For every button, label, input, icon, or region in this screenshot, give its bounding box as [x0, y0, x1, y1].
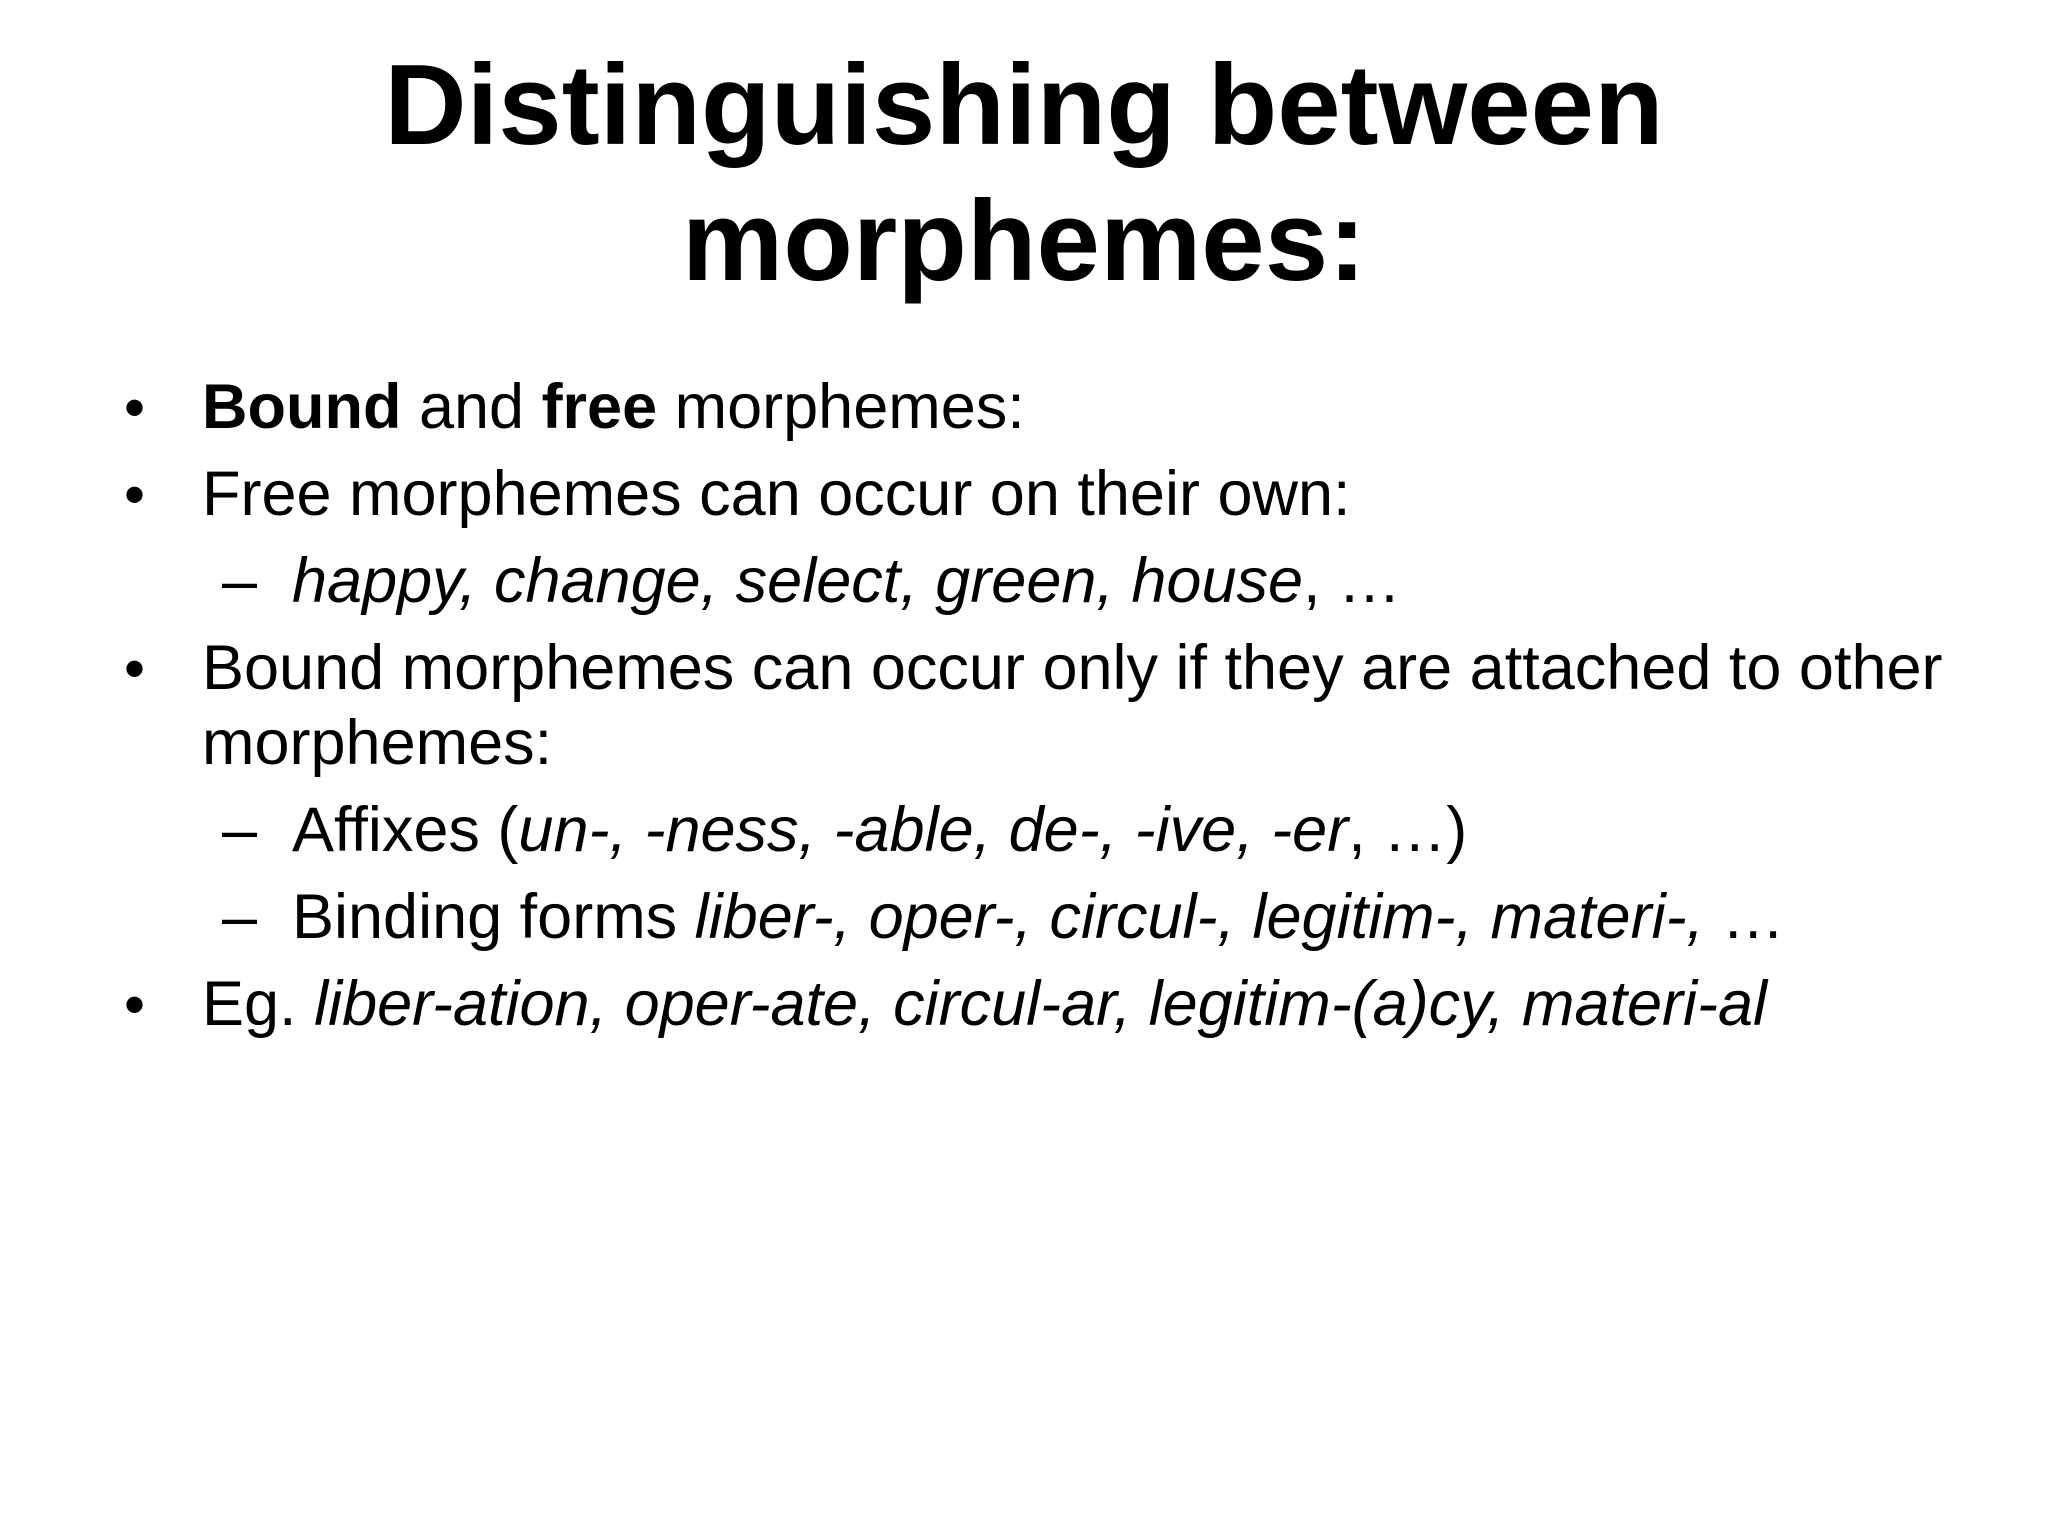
text-run-bold: Bound	[202, 372, 402, 442]
text-run-normal: Binding forms	[292, 882, 695, 952]
bullet-marker: •	[124, 374, 146, 441]
bullet-marker: •	[124, 461, 146, 528]
sub-bullet-item	[118, 880, 1998, 955]
text-run-normal: , …)	[1348, 795, 1468, 865]
text-run-normal: Affixes (	[292, 795, 519, 865]
bullet-text	[202, 459, 1351, 529]
text-run-italic: liber-, oper-, circul-, legitim-, materi-,	[694, 882, 1705, 952]
bullet-item	[118, 631, 1998, 781]
bullet-list	[118, 370, 1998, 1054]
dash-marker: –	[222, 795, 258, 865]
text-run-normal: morphemes:	[657, 372, 1025, 442]
dash-marker: –	[222, 882, 258, 952]
bullet-marker: •	[124, 635, 146, 702]
bullet-item	[118, 370, 1998, 445]
bullet-text	[292, 882, 1785, 952]
bullet-text	[292, 546, 1401, 616]
bullet-text	[292, 795, 1467, 865]
text-run-normal: Eg.	[202, 969, 315, 1039]
text-run-italic: happy, change, select, green, house	[292, 546, 1304, 616]
text-run-normal: and	[401, 372, 542, 442]
slide-title	[0, 38, 2048, 310]
text-run-bold: free	[541, 372, 658, 442]
text-run-normal: Bound morphemes can occur only if they are attached to other morphemes:	[202, 633, 1943, 778]
slide-title-line-2: morphemes:	[681, 178, 1367, 305]
bullet-marker: •	[124, 971, 146, 1038]
text-run-italic: un-, -ness, -able, de-, -ive, -er	[518, 795, 1349, 865]
bullet-item	[118, 457, 1998, 532]
text-run-italic: liber-ation, oper-ate, circul-ar, legitim-(a)cy, materi-al	[314, 969, 1768, 1039]
bullet-text	[202, 633, 1943, 778]
sub-bullet-item	[118, 544, 1998, 619]
bullet-text	[202, 969, 1767, 1039]
bullet-item	[118, 967, 1998, 1042]
text-run-normal: , …	[1303, 546, 1402, 616]
dash-marker: –	[222, 546, 258, 616]
text-run-normal: Free morphemes can occur on their own:	[202, 459, 1351, 529]
bullet-text	[202, 372, 1025, 442]
text-run-normal: …	[1704, 882, 1785, 952]
slide-title-line-1: Distinguishing between	[384, 42, 1664, 169]
sub-bullet-item	[118, 793, 1998, 868]
